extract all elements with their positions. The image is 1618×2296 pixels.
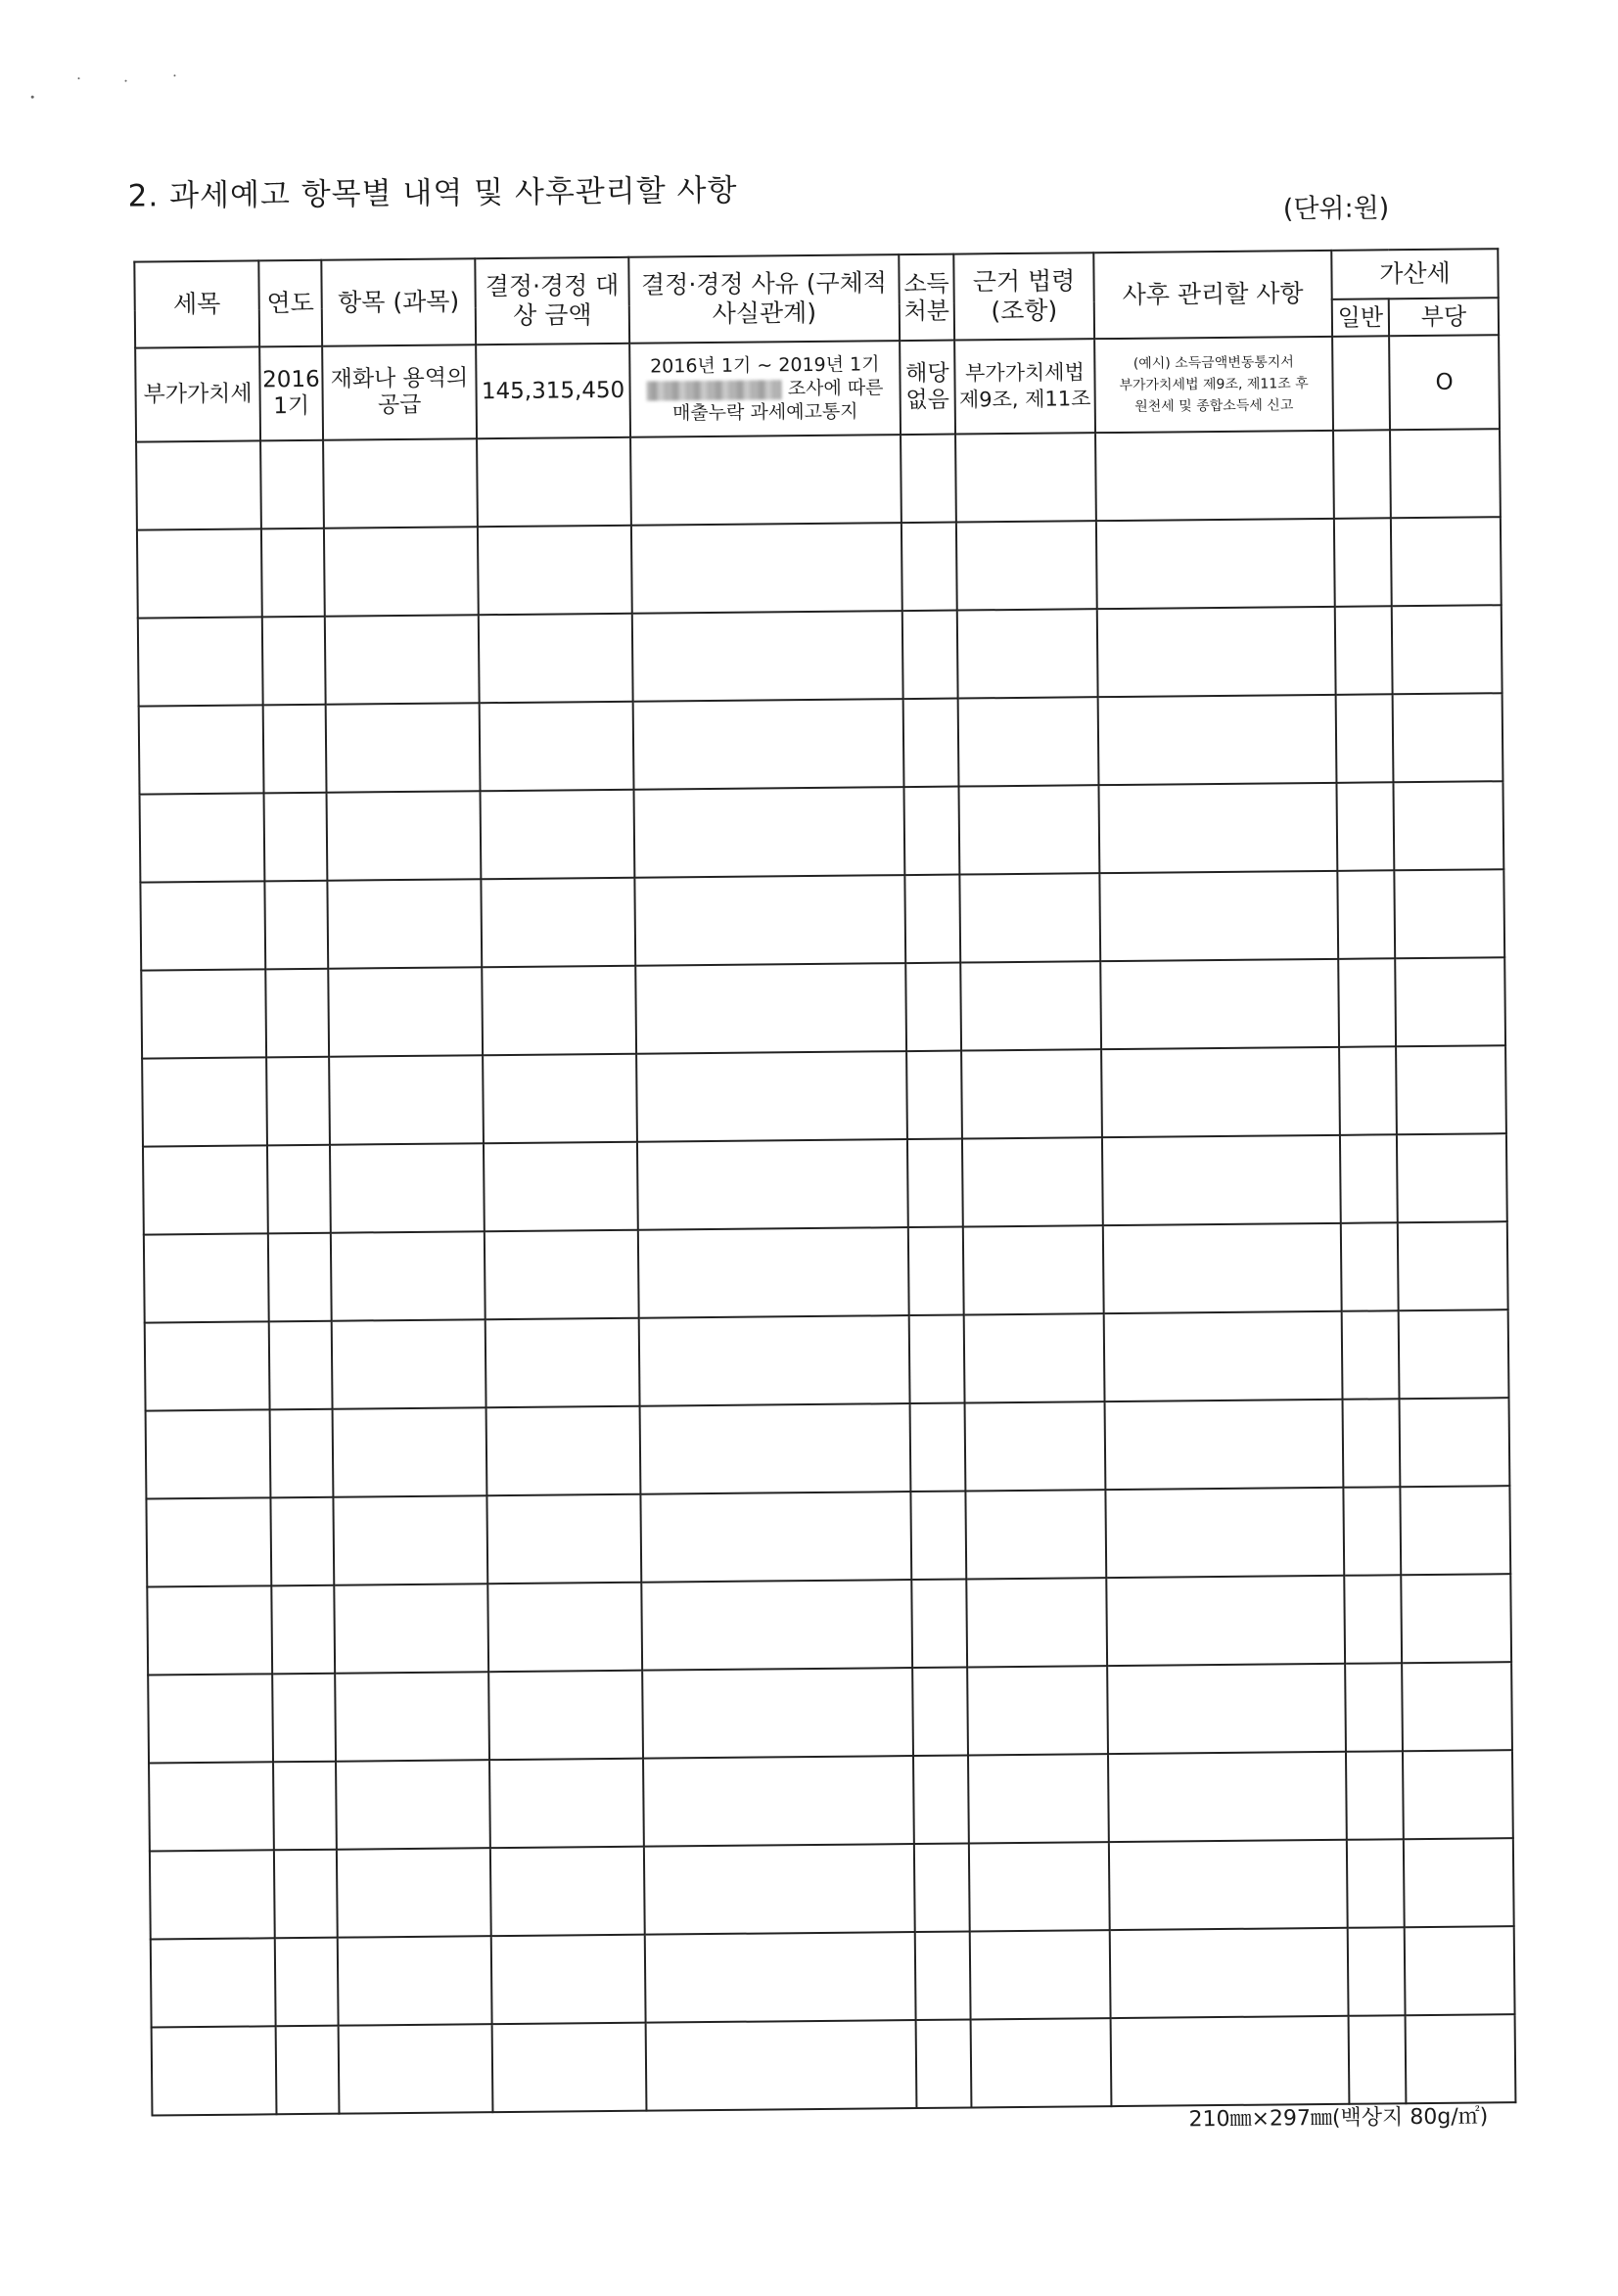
table-cell-empty (485, 1318, 640, 1408)
table-row-empty (143, 1133, 1507, 1234)
table-cell-empty (276, 2026, 340, 2115)
table-cell-empty (136, 440, 261, 529)
table-cell-empty (273, 1762, 337, 1851)
table-cell-empty (1099, 871, 1338, 961)
table-cell-empty (908, 1227, 964, 1316)
tax-notice-table (133, 248, 1516, 2116)
table-cell-empty (1334, 518, 1392, 607)
table-cell-empty (1096, 519, 1335, 609)
table-cell-empty (488, 1671, 643, 1761)
unit-label: (단위:원) (1282, 193, 1390, 225)
table-cell-empty (1391, 517, 1502, 606)
table-cell-empty (481, 790, 635, 880)
table-cell-empty (1098, 695, 1337, 785)
table-cell-empty (264, 881, 328, 970)
table-cell-empty (969, 1842, 1110, 1931)
table-cell-empty (1404, 1838, 1514, 1927)
header-legal-basis: 근거 법령 (조항) (953, 253, 1094, 340)
table-cell-empty (338, 1936, 492, 2026)
header-penalty-tax: 가산세 (1331, 249, 1498, 299)
table-cell-empty (1405, 1926, 1515, 2015)
table-cell-empty (1346, 1751, 1404, 1840)
table-cell-empty (140, 793, 265, 882)
table-cell-empty (334, 1584, 488, 1674)
table-row-empty (139, 693, 1503, 794)
table-cell-empty (143, 1145, 268, 1234)
header-row (134, 249, 1498, 310)
table-row-empty (148, 1662, 1512, 1763)
table-cell-empty (330, 1143, 485, 1233)
table-row-empty (137, 517, 1502, 618)
table-cell-empty (146, 1409, 271, 1498)
table-cell-empty (632, 611, 903, 702)
table-cell-empty (1390, 429, 1501, 518)
table-cell-empty (275, 1938, 339, 2027)
table-cell-empty (1104, 1311, 1343, 1401)
table-cell-empty (138, 617, 263, 706)
table-cell-empty (1106, 1576, 1345, 1666)
table-cell-empty (274, 1850, 338, 1939)
table-cell-empty (1398, 1221, 1508, 1310)
table-cell-empty (1100, 959, 1339, 1049)
table-cell-empty (959, 873, 1100, 962)
table-cell-empty (968, 1754, 1109, 1843)
table-cell-empty (631, 523, 902, 614)
table-cell-empty (326, 703, 481, 793)
table-cell-empty (904, 875, 960, 964)
table-cell-empty (339, 2024, 493, 2114)
table-cell-empty (269, 1321, 333, 1410)
table-cell-empty (1339, 1046, 1397, 1135)
table-cell-empty (325, 615, 480, 705)
table-cell-empty (967, 1666, 1108, 1755)
table-cell-empty (1396, 1045, 1506, 1134)
table-row-empty (145, 1309, 1509, 1410)
table-cell-empty (965, 1490, 1106, 1579)
table-cell-empty (1392, 605, 1502, 694)
table-cell-empty (152, 2026, 277, 2115)
table-cell-empty (327, 879, 482, 969)
table-cell-empty (957, 609, 1098, 698)
table-cell-empty (489, 1759, 644, 1849)
follow-up-line-3: 원천세 및 종합소득세 신고 (1134, 397, 1294, 415)
table-cell-empty (487, 1583, 642, 1673)
table-row-empty (144, 1221, 1508, 1322)
table-cell-empty (484, 1142, 638, 1232)
table-cell-empty (903, 787, 959, 876)
table-cell-empty (481, 878, 635, 968)
header-tax-item: 세목 (134, 260, 259, 347)
table-cell-empty (634, 787, 905, 878)
table-cell-empty (635, 963, 906, 1054)
table-cell-empty (970, 1930, 1111, 2019)
table-cell-empty (644, 1844, 915, 1935)
table-cell-empty (1345, 1663, 1403, 1752)
table-cell-empty (910, 1492, 966, 1581)
table-cell-empty (270, 1409, 334, 1498)
table-cell-empty (645, 1932, 916, 2023)
table-cell-empty (901, 523, 957, 612)
table-cell-empty (1343, 1399, 1401, 1488)
cell-legal-basis: 부가가치세법 제9조, 제11조 (954, 339, 1095, 434)
table-cell-empty (332, 1319, 486, 1409)
header-penalty-unfair: 부당 (1389, 298, 1499, 336)
table-cell-empty (1401, 1574, 1511, 1663)
header-penalty-general: 일반 (1332, 298, 1389, 337)
header-amount: 결정·경정 대상 금액 (475, 257, 629, 345)
table-cell-empty (646, 2020, 917, 2111)
table-cell-empty (1402, 1662, 1512, 1751)
table-cell-empty (1108, 1752, 1347, 1842)
table-cell-empty (912, 1668, 968, 1757)
table-cell-empty (323, 438, 478, 528)
table-cell-empty (965, 1401, 1106, 1491)
reason-line-2 (630, 376, 899, 402)
scan-speck (173, 74, 175, 76)
table-cell-empty (486, 1406, 641, 1496)
table-cell-empty (966, 1578, 1107, 1667)
table-cell-empty (903, 699, 959, 788)
table-cell-empty (964, 1313, 1105, 1402)
table-cell-empty (270, 1497, 334, 1586)
table-cell-empty (1406, 2014, 1516, 2103)
redacted-name-blur (647, 380, 782, 400)
table-cell-empty (149, 1762, 274, 1851)
table-cell-empty (1400, 1486, 1510, 1575)
table-cell-empty (262, 617, 326, 706)
table-cell-empty (335, 1672, 489, 1762)
scan-speck (31, 96, 34, 99)
follow-up-line-1: (예시) 소득금액변동통지서 (1133, 354, 1294, 372)
table-cell-empty (482, 966, 636, 1056)
table-cell-empty (260, 440, 324, 529)
table-cell-empty (491, 1935, 646, 2025)
table-cell-empty (909, 1315, 965, 1404)
table-row-empty (147, 1574, 1511, 1675)
table-cell-empty (961, 1049, 1102, 1138)
table-cell-empty (328, 967, 483, 1057)
table-cell-empty (1097, 607, 1336, 697)
table-cell-empty (955, 433, 1096, 522)
table-row-empty (149, 1750, 1513, 1851)
table-cell-empty (329, 1055, 484, 1145)
table-cell-empty (643, 1756, 914, 1847)
table-cell-empty (486, 1494, 641, 1584)
table-cell-empty (1335, 606, 1393, 695)
table-row-empty (136, 429, 1501, 529)
table-row-empty (138, 605, 1502, 706)
table-cell-empty (327, 791, 482, 881)
table-cell-empty (916, 2019, 972, 2108)
scan-speck (125, 80, 127, 82)
table-cell-empty (641, 1580, 912, 1671)
table-cell-empty (1400, 1398, 1510, 1487)
table-cell-empty (146, 1497, 271, 1586)
table-cell-empty (151, 1938, 276, 2027)
table-cell-empty (1338, 958, 1396, 1047)
table-cell-empty (913, 1756, 969, 1845)
table-row-empty (140, 869, 1504, 970)
table-cell-empty (1105, 1488, 1344, 1578)
table-cell-empty (333, 1407, 487, 1497)
table-cell-empty (956, 521, 1097, 610)
table-cell-empty (490, 1847, 645, 1937)
table-row-empty (146, 1486, 1510, 1586)
cell-penalty-unfair: O (1389, 335, 1500, 430)
follow-up-line-2: 부가가치세법 제9조, 제11조 후 (1119, 376, 1309, 393)
table-cell-empty (1343, 1487, 1401, 1576)
table-cell-empty (1109, 1840, 1348, 1930)
table-cell-empty (1395, 957, 1505, 1046)
cell-income-disposal: 해당 없음 (900, 341, 955, 436)
table-cell-empty (147, 1585, 272, 1675)
table-row-empty (142, 1045, 1506, 1146)
table-cell-empty (907, 1139, 963, 1228)
table-cell-empty (261, 528, 325, 618)
table-cell-empty (264, 793, 328, 882)
table-cell-empty (1107, 1664, 1346, 1754)
table-cell-empty (324, 527, 479, 617)
table-cell-empty (485, 1230, 639, 1320)
table-cell-empty (638, 1227, 909, 1318)
table-cell-empty (905, 963, 961, 1052)
table-cell-empty (1333, 430, 1391, 519)
table-cell-empty (263, 705, 327, 794)
table-row (135, 335, 1500, 441)
table-cell-empty (1337, 870, 1395, 959)
table-cell-empty (1336, 782, 1394, 871)
table-cell-empty (1110, 1928, 1349, 2018)
table-cell-empty (479, 614, 633, 704)
paper-spec-footer: 210㎜×297㎜(백상지 80g/㎡) (1188, 2104, 1489, 2133)
table-cell-empty (639, 1315, 910, 1406)
table-cell-empty (331, 1231, 485, 1321)
table-cell-empty (1340, 1134, 1398, 1223)
table-cell-empty (1393, 781, 1503, 870)
cell-item: 재화나 용역의 공급 (322, 344, 477, 440)
table-row-empty (152, 2014, 1516, 2115)
table-cell-empty (265, 969, 329, 1058)
table-cell-empty (492, 2023, 647, 2113)
table-cell-empty (141, 969, 266, 1058)
table-cell-empty (634, 875, 905, 966)
table-cell-empty (144, 1233, 269, 1322)
reason-line-3: 매출누락 과세예고통지 (671, 400, 858, 425)
table-cell-empty (1348, 1927, 1406, 2016)
table-cell-empty (1344, 1575, 1402, 1664)
table-cell-empty (267, 1145, 331, 1234)
table-cell-empty (963, 1225, 1104, 1314)
table-cell-empty (636, 1051, 907, 1142)
table-cell-empty (960, 961, 1101, 1050)
table-cell-empty (272, 1674, 336, 1763)
table-cell-empty (271, 1585, 335, 1675)
table-row-empty (140, 781, 1504, 882)
table-cell-empty (1403, 1750, 1513, 1839)
table-cell-empty (480, 702, 634, 792)
header-year: 연도 (258, 260, 322, 347)
table-cell-empty (915, 1931, 971, 2020)
table-cell-empty (1103, 1223, 1342, 1313)
table-cell-empty (1102, 1135, 1341, 1225)
table-cell-empty (268, 1233, 332, 1322)
table-row-empty (151, 1926, 1515, 2027)
table-cell-empty (1101, 1047, 1340, 1137)
table-cell-empty (1341, 1222, 1399, 1311)
table-cell-empty (962, 1137, 1103, 1226)
table-cell-empty (1349, 2015, 1407, 2104)
table-cell-empty (901, 435, 956, 524)
table-cell-empty (142, 1057, 267, 1146)
table-row-empty (150, 1838, 1514, 1939)
table-cell-empty (637, 1139, 908, 1230)
table-cell-empty (640, 1492, 911, 1583)
table-cell-empty (911, 1580, 967, 1669)
table-cell-empty (640, 1403, 911, 1494)
table-cell-empty (139, 705, 264, 794)
table-cell-empty (958, 785, 1099, 874)
table-cell-empty (1394, 869, 1504, 958)
cell-follow-up (1094, 337, 1333, 433)
table-cell-empty (148, 1674, 273, 1763)
table-cell-empty (333, 1495, 487, 1585)
table-cell-empty (633, 699, 904, 790)
table-cell-empty (1098, 783, 1337, 873)
reason-line-1: 2016년 1기 ~ 2019년 1기 (650, 353, 880, 378)
table-cell-empty (150, 1850, 275, 1939)
table-cell-empty (630, 435, 901, 526)
table-cell-empty (971, 2018, 1112, 2107)
scan-speck (77, 77, 79, 79)
table-cell-empty (1393, 693, 1503, 782)
table-cell-empty (336, 1760, 490, 1850)
header-item: 항목 (과목) (321, 258, 476, 346)
table-cell-empty (140, 881, 265, 970)
header-reason: 결정·경정 사유 (구체적 사실관계) (628, 254, 900, 344)
table-cell-empty (483, 1054, 637, 1144)
table-cell-empty (642, 1668, 913, 1759)
table-cell-empty (1105, 1400, 1344, 1490)
table-cell-empty (477, 437, 631, 528)
cell-amount: 145,315,450 (476, 344, 630, 439)
table-cell-empty (902, 611, 958, 700)
table-cell-empty (958, 697, 1099, 786)
cell-year: 2016 1기 (259, 346, 323, 441)
table-cell-empty (145, 1321, 270, 1410)
table-cell-empty (1095, 431, 1334, 521)
header-follow-up: 사후 관리할 사항 (1093, 251, 1332, 339)
table-cell-empty (478, 526, 632, 616)
cell-tax-item: 부가가치세 (135, 346, 260, 441)
table-cell-empty (1347, 1839, 1405, 1928)
table-cell-empty (910, 1403, 966, 1492)
table-cell-empty (1397, 1133, 1507, 1222)
table-cell-empty (1342, 1310, 1400, 1400)
table-cell-empty (914, 1843, 970, 1932)
table-cell-empty (1111, 2016, 1350, 2106)
table-cell-empty (1399, 1309, 1509, 1399)
document-title: 2. 과세예고 항목별 내역 및 사후관리할 사항 (127, 172, 738, 214)
table-row-empty (146, 1398, 1510, 1498)
table-cell-empty (266, 1057, 330, 1146)
table-cell-empty (137, 528, 262, 618)
reason-line-2-text: 조사에 따른 (787, 377, 884, 400)
table-cell-empty (1336, 694, 1394, 783)
table-cell-empty (906, 1051, 962, 1140)
table-row-empty (141, 957, 1505, 1058)
header-income-disposal: 소득 처분 (899, 254, 954, 342)
table-cell-empty (337, 1848, 491, 1938)
cell-penalty-general (1332, 336, 1390, 431)
cell-reason (629, 341, 901, 437)
